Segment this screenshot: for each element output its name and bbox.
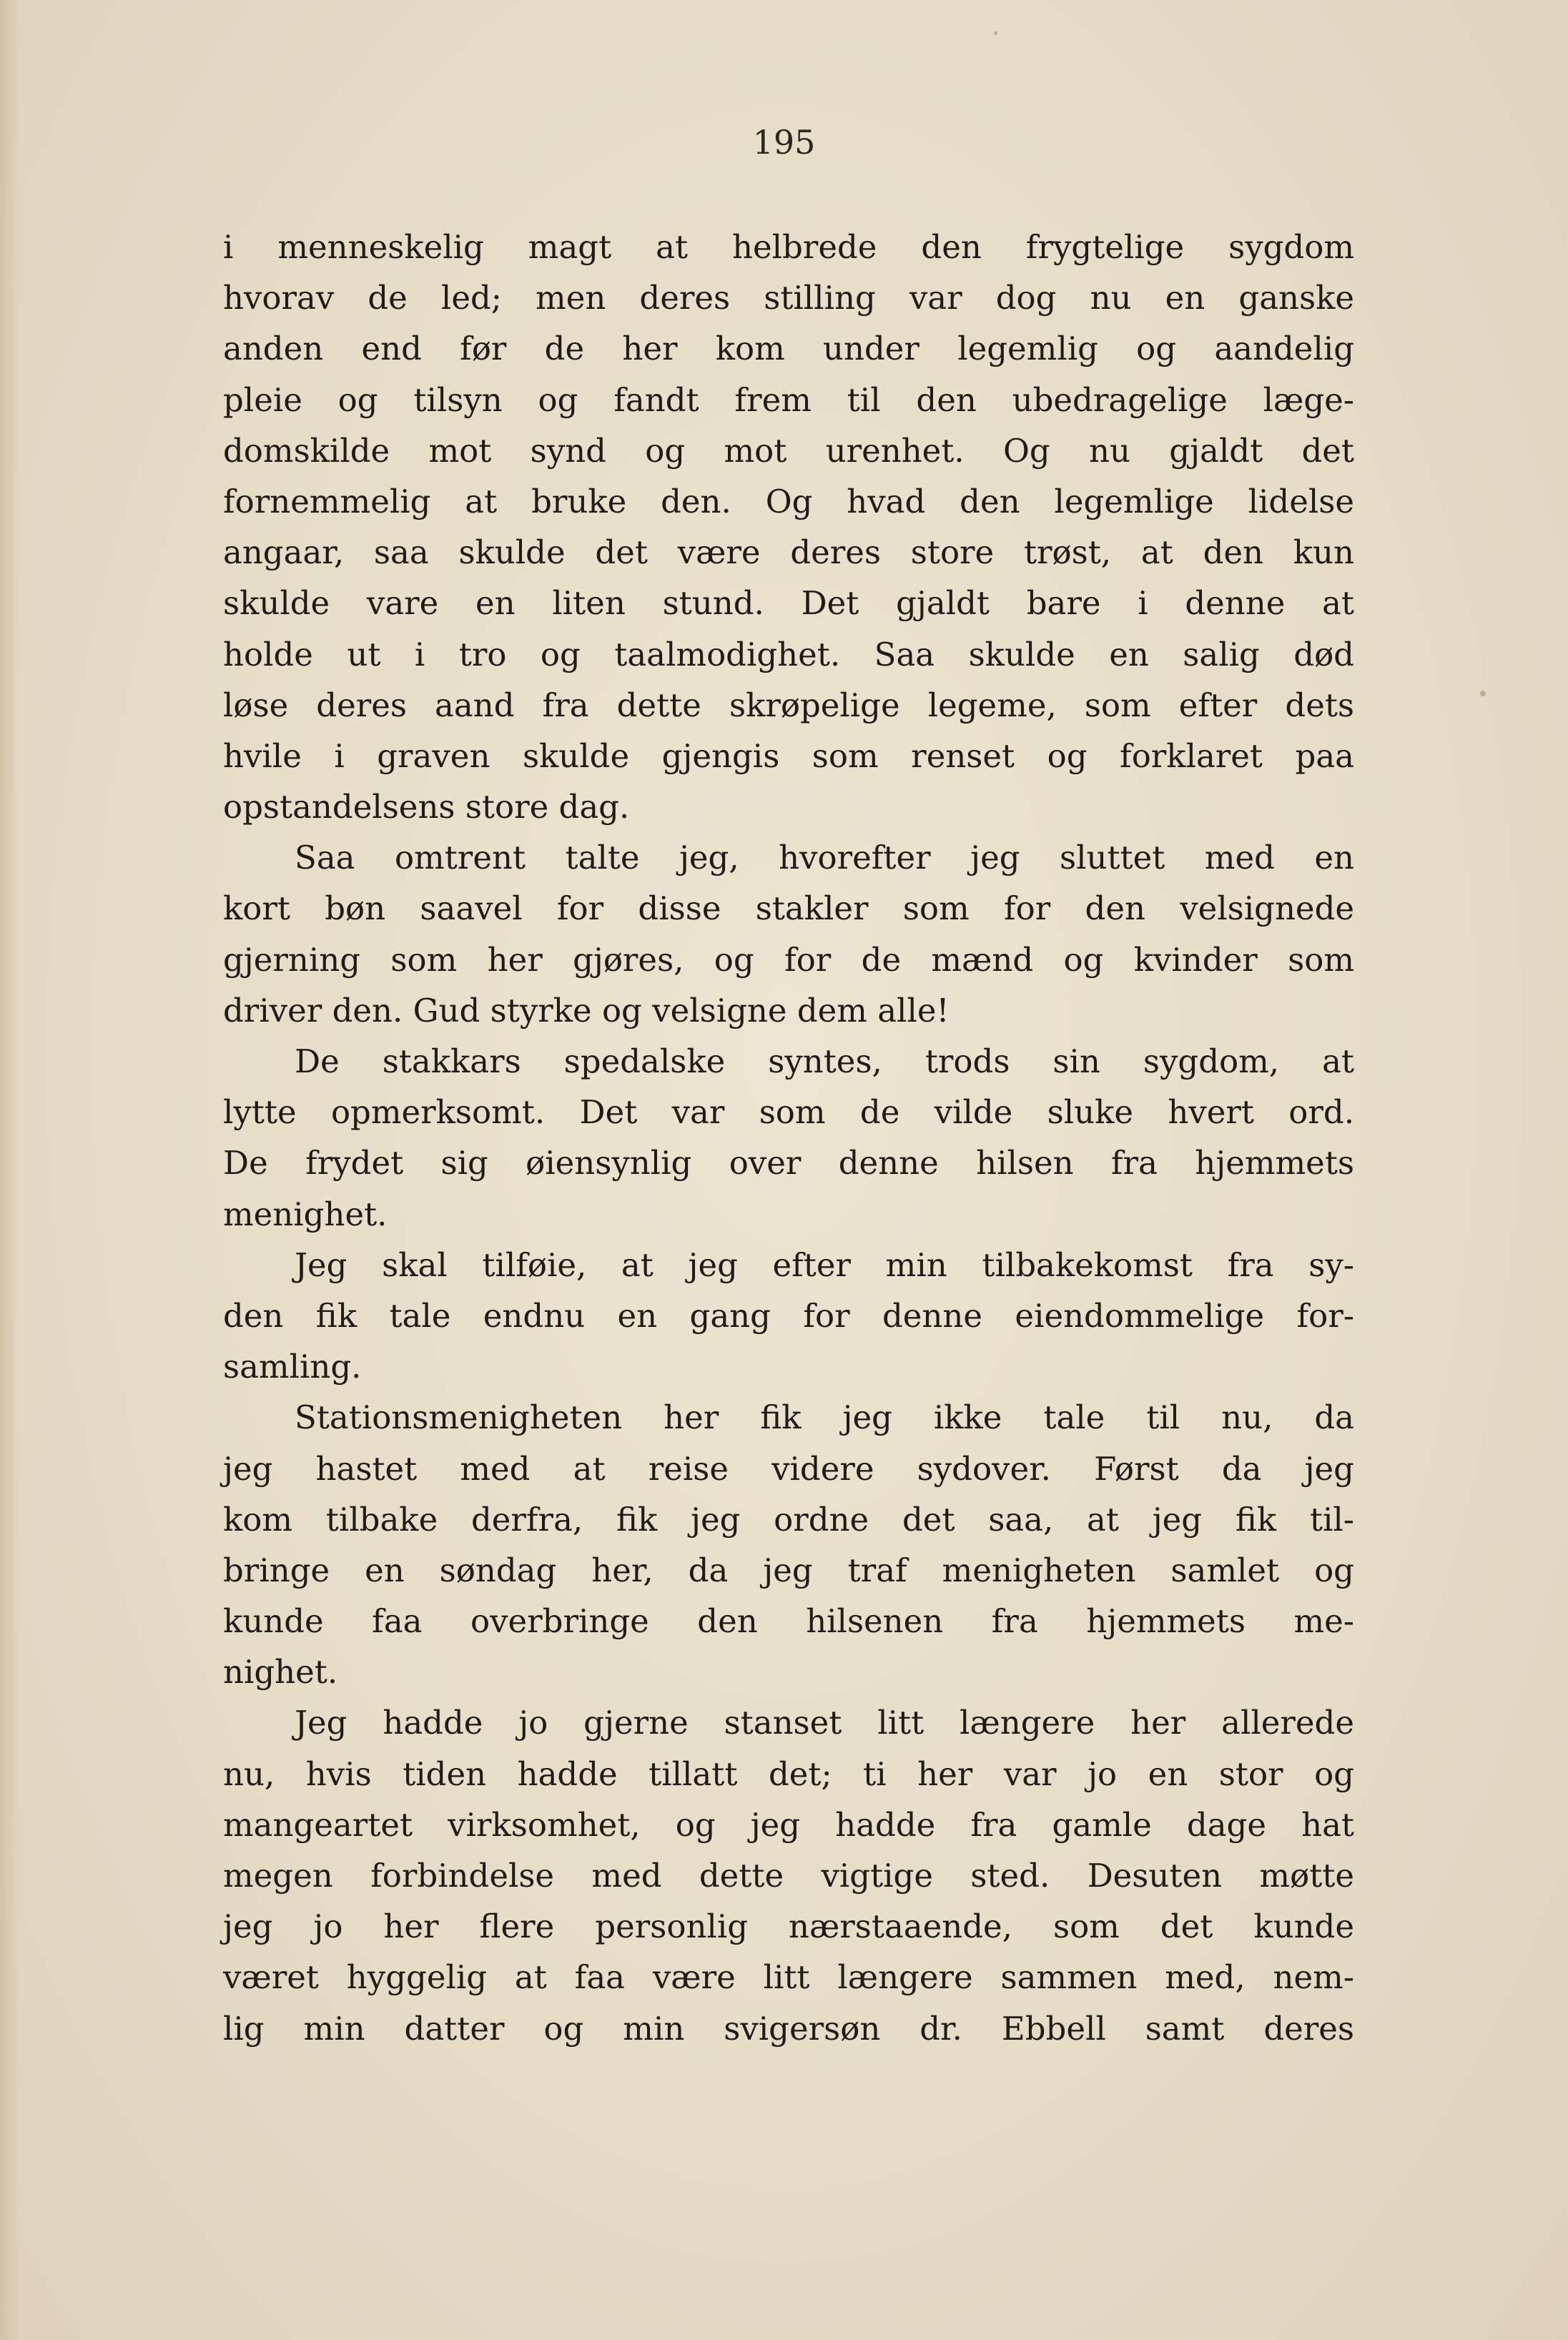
text-line: De stakkars spedalske syntes, trods sin sygdom, at xyxy=(295,1042,1354,1080)
text-line: lytte opmerksomt. Det var som de vilde sluke hvert ord. xyxy=(223,1093,1354,1132)
text-line: holde ut i tro og taalmodighet. Saa skulde en salig død xyxy=(223,635,1354,673)
text-line: De frydet sig øiensynlig over denne hilsen fra hjemmets xyxy=(223,1144,1354,1183)
text-line: domskilde mot synd og mot urenhet. Og nu gjaldt det xyxy=(223,431,1354,470)
text-line: nighet. xyxy=(223,1653,338,1692)
text-line: samling. xyxy=(223,1348,362,1386)
text-line: kunde faa overbringe den hilsenen fra hjemmets me- xyxy=(223,1602,1354,1641)
paper-speck xyxy=(1480,691,1486,696)
text-line: Jeg skal tilføie, at jeg efter min tilbakekomst fra sy- xyxy=(295,1245,1354,1284)
text-line: været hyggelig at faa være litt længere sammen med, nem- xyxy=(223,1958,1354,1997)
text-line: opstandelsens store dag. xyxy=(223,788,630,826)
text-line: megen forbindelse med dette vigtige sted. Desuten møtte xyxy=(223,1857,1354,1895)
text-line: mangeartet virksomhet, og jeg hadde fra gamle dage hat xyxy=(223,1805,1354,1844)
text-line: Stationsmenigheten her fik jeg ikke tale til nu, da xyxy=(295,1398,1354,1437)
paper-speck xyxy=(994,31,997,35)
text-line: bringe en søndag her, da jeg traf menigheten samlet og xyxy=(223,1551,1354,1589)
text-line: pleie og tilsyn og fandt frem til den ubedragelige læge- xyxy=(223,380,1354,419)
text-line: kom tilbake derfra, fik jeg ordne det saa, at jeg fik til- xyxy=(223,1500,1354,1539)
text-line: den fik tale endnu en gang for denne eiendommelige for- xyxy=(223,1296,1354,1335)
text-line: løse deres aand fra dette skrøpelige legeme, som efter dets xyxy=(223,686,1354,724)
page-number: 195 xyxy=(752,123,816,162)
body-text xyxy=(223,222,1354,2054)
text-line: lig min datter og min svigersøn dr. Ebbell samt deres xyxy=(223,2009,1354,2048)
text-line: fornemmelig at bruke den. Og hvad den legemlige lidelse xyxy=(223,482,1354,520)
text-line: jeg hastet med at reise videre sydover. Først da jeg xyxy=(223,1449,1354,1488)
text-line: angaar, saa skulde det være deres store trøst, at den kun xyxy=(223,533,1354,572)
text-line: menighet. xyxy=(223,1195,388,1233)
text-line: kort bøn saavel for disse stakler som for den velsignede xyxy=(223,889,1354,928)
text-line: driver den. Gud styrke og velsigne dem alle! xyxy=(223,991,950,1030)
text-line: anden end før de her kom under legemlig og aandelig xyxy=(223,330,1354,368)
text-line: jeg jo her flere personlig nærstaaende, som det kunde xyxy=(223,1907,1354,1946)
text-line: Jeg hadde jo gjerne stanset litt længere her allerede xyxy=(295,1704,1354,1742)
text-line: gjerning som her gjøres, og for de mænd og kvinder som xyxy=(223,940,1354,979)
text-line: hvile i graven skulde gjengis som renset og forklaret paa xyxy=(223,736,1354,775)
text-line: Saa omtrent talte jeg, hvorefter jeg sluttet med en xyxy=(295,839,1354,877)
text-line: skulde vare en liten stund. Det gjaldt bare i denne at xyxy=(223,584,1354,623)
text-line: hvorav de led; men deres stilling var dog nu en ganske xyxy=(223,279,1354,317)
text-line: i menneskelig magt at helbrede den frygtelige sygdom xyxy=(223,228,1354,266)
page-edge-shadow xyxy=(0,0,20,2340)
text-line: nu, hvis tiden hadde tillatt det; ti her var jo en stor og xyxy=(223,1754,1354,1793)
